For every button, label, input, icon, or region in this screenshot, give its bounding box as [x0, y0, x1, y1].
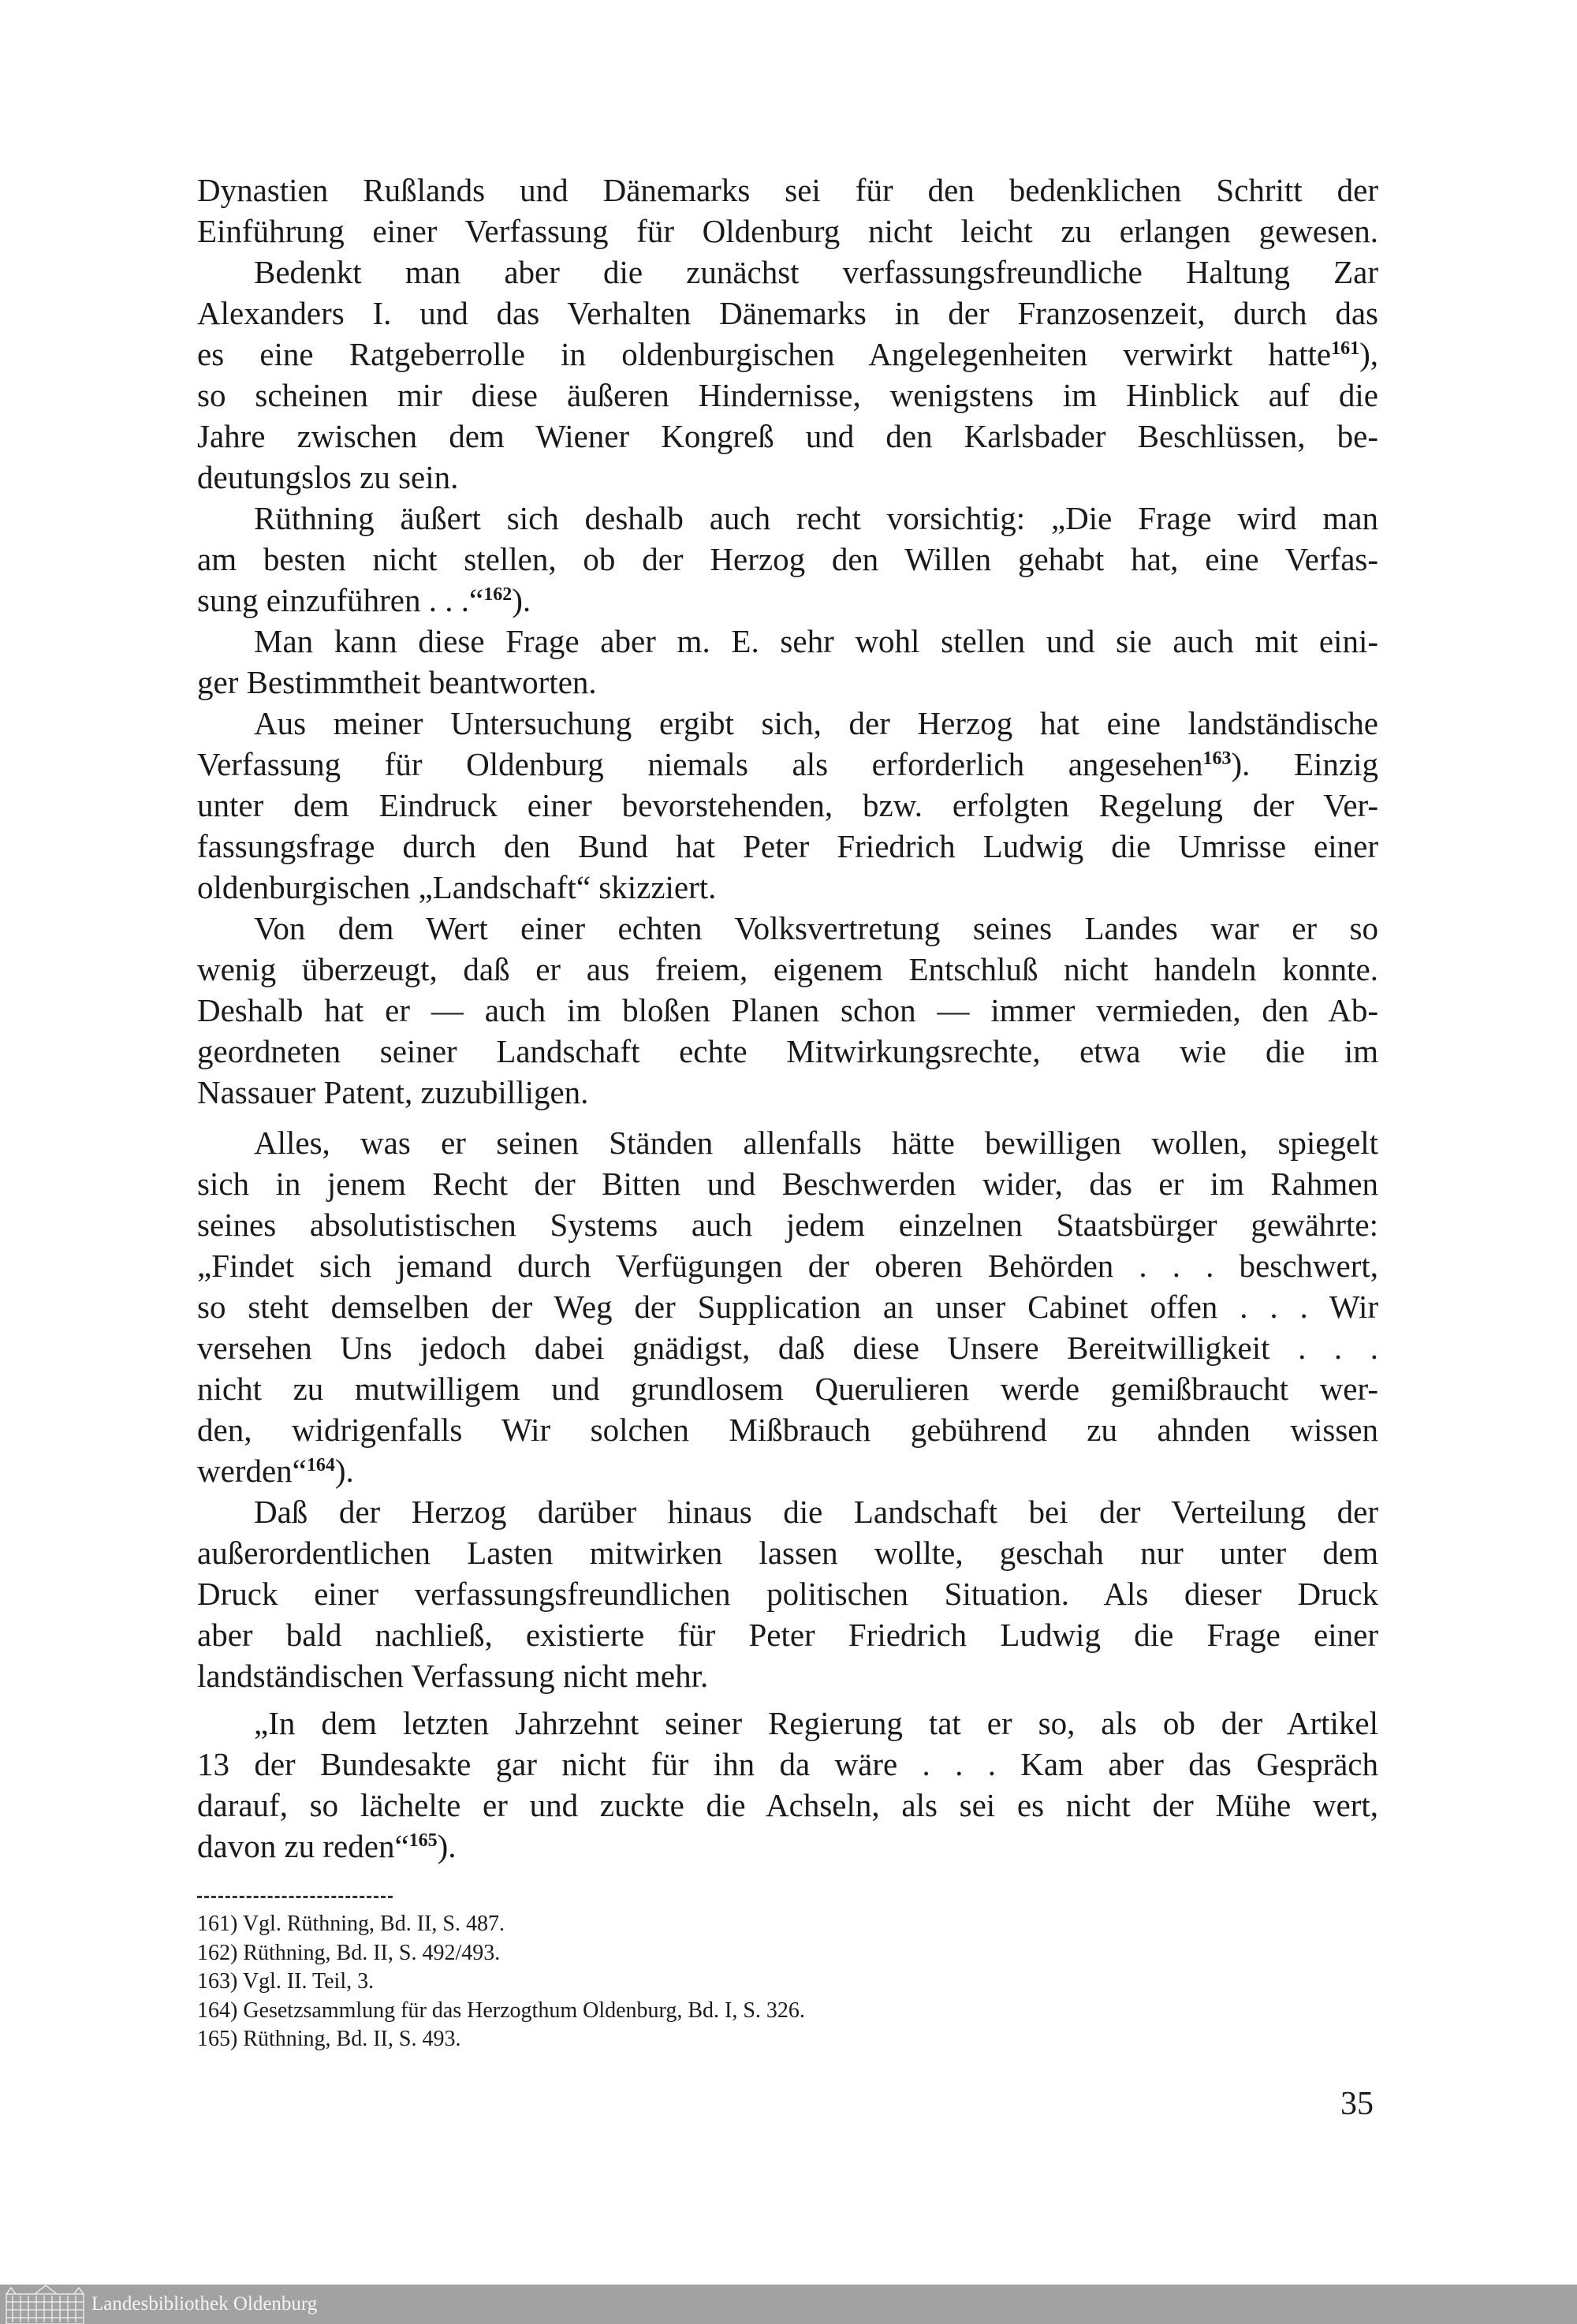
text-line [197, 1327, 1378, 1368]
line-text: so scheinen mir diese äußeren Hindernisse, wenigstens im Hinblick auf die [197, 377, 1378, 413]
text-line [197, 416, 1378, 457]
text-line [197, 785, 1378, 826]
line-text: Man kann diese Frage aber m. E. sehr wohl stellen und sie auch mit eini- [254, 623, 1378, 659]
line-text: landständischen Verfassung nicht mehr. [197, 1658, 709, 1694]
line-text: es eine Ratgeberrolle in oldenburgischen Angelegenheiten verwirkt hatte [197, 336, 1332, 372]
text-line [197, 1122, 1378, 1163]
line-text: sich in jenem Recht der Bitten und Beschwerden wider, das er im Rahmen [197, 1166, 1378, 1202]
text-line [197, 334, 1378, 375]
footnotes [197, 1910, 805, 2054]
line-text: außerordentlichen Lasten mitwirken lassen wollte, geschah nur unter dem [197, 1535, 1378, 1571]
text-line [197, 1450, 1378, 1491]
footnote-reference: 161 [1331, 338, 1360, 359]
footnote-separator [197, 1896, 393, 1898]
paragraph [197, 1703, 1378, 1867]
text-line [197, 1573, 1378, 1614]
line-text: so steht demselben der Weg der Supplication an unser Cabinet offen . . . Wir [197, 1289, 1378, 1325]
line-text: werden“ [197, 1453, 307, 1489]
text-line [197, 211, 1378, 252]
line-text-after: ). [437, 1828, 457, 1864]
text-line [197, 1703, 1378, 1744]
text-line [197, 949, 1378, 990]
line-text: Alexanders I. und das Verhalten Dänemarks in der Franzosenzeit, durch das [197, 295, 1378, 331]
paragraph [197, 1122, 1378, 1491]
text-line [197, 1614, 1378, 1655]
text-line [197, 990, 1378, 1031]
text-line [197, 375, 1378, 416]
text-line [197, 1409, 1378, 1450]
line-text-after: ). Einzig [1231, 746, 1378, 782]
paragraph [197, 703, 1378, 908]
text-line [197, 662, 1378, 703]
text-line [197, 252, 1378, 293]
footnote-161: 161) Vgl. Rüthning, Bd. II, S. 487. [197, 1912, 505, 1936]
library-name: Landesbibliothek Oldenburg [91, 2293, 318, 2315]
line-text: darauf, so lächelte er und zuckte die Achseln, als sei es nicht der Mühe wert, [197, 1787, 1378, 1823]
line-text: Alles, was er seinen Ständen allenfalls hätte bewilligen wollen, spiegelt [254, 1125, 1378, 1161]
text-line [197, 826, 1378, 867]
text-line [197, 908, 1378, 949]
footnote-reference: 164 [306, 1455, 335, 1475]
text-line [197, 1204, 1378, 1245]
line-text: fassungsfrage durch den Bund hat Peter Friedrich Ludwig die Umrisse einer [197, 828, 1378, 864]
text-line [197, 580, 1378, 621]
footnote-164: 164) Gesetzsammlung für das Herzogthum Oldenburg, Bd. I, S. 326. [197, 1998, 805, 2023]
line-text: unter dem Eindruck einer bevorstehenden, bzw. erfolgten Regelung der Ver- [197, 787, 1378, 823]
paragraph [197, 170, 1378, 252]
line-text: geordneten seiner Landschaft echte Mitwirkungsrechte, etwa wie die im [197, 1033, 1378, 1069]
line-text: den, widrigenfalls Wir solchen Mißbrauch gebührend zu ahnden wissen [197, 1412, 1378, 1448]
line-text: am besten nicht stellen, ob der Herzog den Willen gehabt hat, eine Verfas- [197, 541, 1378, 577]
line-text: deutungslos zu sein. [197, 459, 459, 495]
library-building-icon [5, 2285, 85, 2324]
line-text: Nassauer Patent, zuzubilligen. [197, 1074, 589, 1110]
line-text: aber bald nachließ, existierte für Peter Friedrich Ludwig die Frage einer [197, 1617, 1378, 1653]
line-text: Druck einer verfassungsfreundlichen politischen Situation. Als dieser Druck [197, 1576, 1378, 1612]
line-text: Verfassung für Oldenburg niemals als erforderlich angesehen [197, 746, 1203, 782]
line-text: Aus meiner Untersuchung ergibt sich, der Herzog hat eine landständische [254, 705, 1378, 741]
page-number: 35 [1340, 2086, 1374, 2122]
line-text-after: ). [334, 1453, 354, 1489]
line-text: sung einzuführen . . .“ [197, 582, 484, 618]
text-line [197, 703, 1378, 744]
footnote-reference: 162 [483, 584, 513, 605]
text-line [197, 867, 1378, 908]
text-line [197, 293, 1378, 334]
text-line [197, 1491, 1378, 1532]
line-text: Einführung einer Verfassung für Oldenburg nicht leicht zu erlangen gewesen. [197, 213, 1378, 249]
footnote-reference: 163 [1202, 748, 1232, 769]
line-text: Bedenkt man aber die zunächst verfassungsfreundliche Haltung Zar [254, 254, 1378, 290]
text-line [197, 539, 1378, 580]
text-line [197, 1744, 1378, 1785]
text-line [197, 498, 1378, 539]
line-text-after: ), [1359, 336, 1378, 372]
body-text [197, 170, 1378, 1867]
text-line [197, 1785, 1378, 1826]
text-line [197, 1072, 1378, 1113]
line-text: oldenburgischen „Landschaft“ skizziert. [197, 869, 717, 905]
line-text: „Findet sich jemand durch Verfügungen der oberen Behörden . . . beschwert, [197, 1248, 1378, 1284]
text-line [197, 1286, 1378, 1327]
line-text-after: ). [512, 582, 531, 618]
text-line [197, 1655, 1378, 1696]
line-text: Deshalb hat er — auch im bloßen Planen schon — immer vermieden, den Ab- [197, 992, 1378, 1028]
line-text: Dynastien Rußlands und Dänemarks sei für den bedenklichen Schritt der [197, 172, 1378, 208]
line-text: 13 der Bundesakte gar nicht für ihn da wäre . . . Kam aber das Gespräch [197, 1746, 1378, 1782]
text-line [197, 1245, 1378, 1286]
paragraph [197, 252, 1378, 498]
paragraph [197, 908, 1378, 1113]
text-line [197, 1031, 1378, 1072]
line-text: Daß der Herzog darüber hinaus die Landschaft bei der Verteilung der [254, 1494, 1378, 1530]
text-line [197, 1368, 1378, 1409]
text-line [197, 170, 1378, 211]
line-text: „In dem letzten Jahrzehnt seiner Regierung tat er so, als ob der Artikel [254, 1705, 1378, 1741]
line-text: Von dem Wert einer echten Volksvertretung seines Landes war er so [254, 910, 1378, 946]
text-line [197, 1532, 1378, 1573]
footnote-reference: 165 [408, 1830, 438, 1851]
paragraph [197, 1491, 1378, 1696]
paragraph [197, 498, 1378, 621]
line-text: ger Bestimmtheit beantworten. [197, 664, 597, 700]
line-text: Jahre zwischen dem Wiener Kongreß und den Karlsbader Beschlüssen, be- [197, 418, 1378, 454]
line-text: wenig überzeugt, daß er aus freiem, eigenem Entschluß nicht handeln konnte. [197, 951, 1378, 987]
footnote-163: 163) Vgl. II. Teil, 3. [197, 1969, 375, 1994]
text-line [197, 457, 1378, 498]
text-line [197, 621, 1378, 662]
text-line [197, 744, 1378, 785]
line-text: seines absolutistischen Systems auch jedem einzelnen Staatsbürger gewährte: [197, 1207, 1378, 1243]
text-line [197, 1163, 1378, 1204]
line-text: Rüthning äußert sich deshalb auch recht vorsichtig: „Die Frage wird man [254, 500, 1378, 536]
line-text: nicht zu mutwilligem und grundlosem Querulieren werde gemißbraucht wer- [197, 1371, 1378, 1407]
footnote-162: 162) Rüthning, Bd. II, S. 492/493. [197, 1940, 501, 1965]
footnote-165: 165) Rüthning, Bd. II, S. 493. [197, 2027, 461, 2051]
text-line [197, 1826, 1378, 1867]
paragraph [197, 621, 1378, 703]
line-text: davon zu reden“ [197, 1828, 409, 1864]
line-text: versehen Uns jedoch dabei gnädigst, daß diese Unsere Bereitwilligkeit . . . [197, 1330, 1378, 1366]
footer-bar [0, 2285, 1577, 2324]
